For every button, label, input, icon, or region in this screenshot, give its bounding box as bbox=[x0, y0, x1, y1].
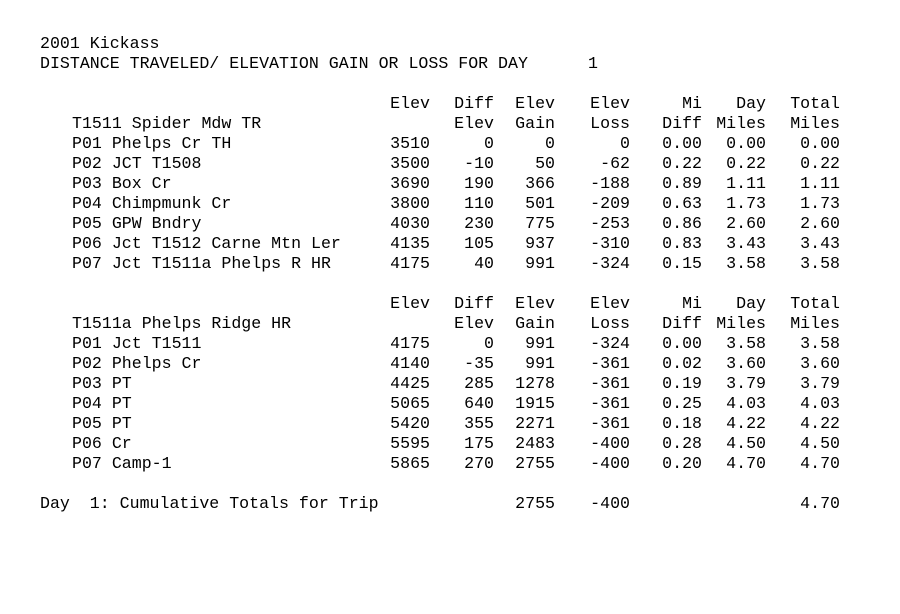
cell-elev-loss: -400 bbox=[590, 434, 630, 453]
cell-total-miles: 3.60 bbox=[800, 354, 840, 373]
cell-mi-diff: 0.00 bbox=[662, 334, 702, 353]
cell-mi-diff: 0.20 bbox=[662, 454, 702, 473]
cell-total-miles: 4.03 bbox=[800, 394, 840, 413]
cell-mi-diff: 0.19 bbox=[662, 374, 702, 393]
cell-day-miles: 4.70 bbox=[726, 454, 766, 473]
cell-elev-loss: -400 bbox=[590, 454, 630, 473]
cell-elev: 4425 bbox=[390, 374, 430, 393]
column-subheader-mi-diff: Diff bbox=[662, 114, 702, 133]
cell-mi-diff: 0.83 bbox=[662, 234, 702, 253]
cell-mi-diff: 0.22 bbox=[662, 154, 702, 173]
cell-elev-loss: -188 bbox=[590, 174, 630, 193]
cell-diff-elev: -10 bbox=[464, 154, 494, 173]
cell-total-miles: 3.58 bbox=[800, 334, 840, 353]
cell-day-miles: 2.60 bbox=[726, 214, 766, 233]
cell-mi-diff: 0.15 bbox=[662, 254, 702, 273]
table-row bbox=[40, 454, 840, 474]
column-header-total-miles: Total bbox=[790, 94, 840, 113]
table-row bbox=[40, 374, 840, 394]
cell-elev: 3800 bbox=[390, 194, 430, 213]
point-name: P03 PT bbox=[72, 374, 132, 393]
point-name: P07 Camp-1 bbox=[72, 454, 172, 473]
cell-elev: 4175 bbox=[390, 334, 430, 353]
cell-day-miles: 0.22 bbox=[726, 154, 766, 173]
cell-diff-elev: 640 bbox=[464, 394, 494, 413]
cell-elev-gain: 501 bbox=[525, 194, 555, 213]
cell-day-miles: 3.58 bbox=[726, 254, 766, 273]
cell-elev-gain: 1278 bbox=[515, 374, 555, 393]
cell-elev-gain: 0 bbox=[545, 134, 555, 153]
point-name: P01 Phelps Cr TH bbox=[72, 134, 232, 153]
cell-mi-diff: 0.89 bbox=[662, 174, 702, 193]
section-title: T1511a Phelps Ridge HR bbox=[72, 314, 292, 333]
footer-total-miles: 4.70 bbox=[800, 494, 840, 513]
cell-elev: 5595 bbox=[390, 434, 430, 453]
cell-elev: 4030 bbox=[390, 214, 430, 233]
point-name: P07 Jct T1511a Phelps R HR bbox=[72, 254, 331, 273]
table-row bbox=[40, 434, 840, 454]
cell-day-miles: 1.73 bbox=[726, 194, 766, 213]
point-name: P06 Cr bbox=[72, 434, 132, 453]
cell-day-miles: 3.58 bbox=[726, 334, 766, 353]
cell-day-miles: 3.43 bbox=[726, 234, 766, 253]
cell-diff-elev: 190 bbox=[464, 174, 494, 193]
cell-diff-elev: 270 bbox=[464, 454, 494, 473]
cell-elev-gain: 937 bbox=[525, 234, 555, 253]
cell-elev-gain: 50 bbox=[535, 154, 555, 173]
cell-elev: 4140 bbox=[390, 354, 430, 373]
cell-elev: 5420 bbox=[390, 414, 430, 433]
column-header-elev-gain: Elev bbox=[515, 94, 555, 113]
cell-total-miles: 3.79 bbox=[800, 374, 840, 393]
column-header-row bbox=[40, 94, 840, 114]
column-subheader-day-miles: Miles bbox=[716, 114, 766, 133]
report-subtitle: DISTANCE TRAVELED/ ELEVATION GAIN OR LOSS FOR DAY bbox=[40, 54, 528, 73]
cell-diff-elev: 0 bbox=[484, 334, 494, 353]
cell-elev-gain: 991 bbox=[525, 354, 555, 373]
column-header-total-miles: Total bbox=[790, 294, 840, 313]
column-header-elev-loss: Elev bbox=[590, 294, 630, 313]
cell-elev-gain: 2483 bbox=[515, 434, 555, 453]
cell-elev-loss: -310 bbox=[590, 234, 630, 253]
table-row bbox=[40, 414, 840, 434]
cell-day-miles: 3.60 bbox=[726, 354, 766, 373]
cell-diff-elev: 40 bbox=[474, 254, 494, 273]
section-title: T1511 Spider Mdw TR bbox=[72, 114, 262, 133]
cell-total-miles: 3.43 bbox=[800, 234, 840, 253]
cell-mi-diff: 0.02 bbox=[662, 354, 702, 373]
cell-diff-elev: 175 bbox=[464, 434, 494, 453]
cell-diff-elev: 105 bbox=[464, 234, 494, 253]
section-header-row bbox=[40, 314, 840, 334]
column-header-elev: Elev bbox=[390, 294, 430, 313]
report-document bbox=[40, 34, 840, 514]
cell-elev: 3510 bbox=[390, 134, 430, 153]
cell-elev: 4135 bbox=[390, 234, 430, 253]
point-name: P02 JCT T1508 bbox=[72, 154, 202, 173]
table-row bbox=[40, 354, 840, 374]
cell-diff-elev: -35 bbox=[464, 354, 494, 373]
column-subheader-elev-gain: Gain bbox=[515, 114, 555, 133]
cell-diff-elev: 355 bbox=[464, 414, 494, 433]
cell-mi-diff: 0.00 bbox=[662, 134, 702, 153]
cell-elev-loss: 0 bbox=[620, 134, 630, 153]
point-name: P01 Jct T1511 bbox=[72, 334, 202, 353]
column-header-elev: Elev bbox=[390, 94, 430, 113]
column-header-row bbox=[40, 294, 840, 314]
cell-day-miles: 1.11 bbox=[726, 174, 766, 193]
cell-total-miles: 4.70 bbox=[800, 454, 840, 473]
cell-elev: 5065 bbox=[390, 394, 430, 413]
cell-total-miles: 3.58 bbox=[800, 254, 840, 273]
cell-diff-elev: 230 bbox=[464, 214, 494, 233]
column-header-diff-elev: Diff bbox=[454, 94, 494, 113]
cell-elev-loss: -253 bbox=[590, 214, 630, 233]
table-row bbox=[40, 214, 840, 234]
column-header-day-miles: Day bbox=[736, 294, 766, 313]
cell-elev: 3690 bbox=[390, 174, 430, 193]
point-name: P05 GPW Bndry bbox=[72, 214, 202, 233]
column-subheader-diff-elev: Elev bbox=[454, 314, 494, 333]
cell-day-miles: 4.22 bbox=[726, 414, 766, 433]
footer-loss: -400 bbox=[590, 494, 630, 513]
cell-mi-diff: 0.63 bbox=[662, 194, 702, 213]
table-row bbox=[40, 234, 840, 254]
cell-elev-gain: 991 bbox=[525, 254, 555, 273]
cell-elev-gain: 991 bbox=[525, 334, 555, 353]
cell-day-miles: 4.03 bbox=[726, 394, 766, 413]
column-header-mi-diff: Mi bbox=[682, 294, 702, 313]
cell-elev-gain: 2271 bbox=[515, 414, 555, 433]
point-name: P04 Chimpmunk Cr bbox=[72, 194, 232, 213]
report-sections bbox=[40, 94, 840, 494]
cell-elev-loss: -62 bbox=[600, 154, 630, 173]
footer-label: Day 1: Cumulative Totals for Trip bbox=[40, 494, 379, 513]
point-name: P06 Jct T1512 Carne Mtn Ler bbox=[72, 234, 341, 253]
column-header-mi-diff: Mi bbox=[682, 94, 702, 113]
report-title: 2001 Kickass bbox=[40, 34, 160, 53]
cell-diff-elev: 285 bbox=[464, 374, 494, 393]
cell-diff-elev: 110 bbox=[464, 194, 494, 213]
cell-elev-gain: 366 bbox=[525, 174, 555, 193]
table-row bbox=[40, 194, 840, 214]
report-day-number: 1 bbox=[588, 54, 598, 73]
cell-day-miles: 4.50 bbox=[726, 434, 766, 453]
cell-mi-diff: 0.86 bbox=[662, 214, 702, 233]
report-subtitle-line bbox=[40, 54, 598, 74]
point-name: P05 PT bbox=[72, 414, 132, 433]
cell-elev-loss: -209 bbox=[590, 194, 630, 213]
cell-total-miles: 0.22 bbox=[800, 154, 840, 173]
cell-elev-loss: -361 bbox=[590, 354, 630, 373]
point-name: P04 PT bbox=[72, 394, 132, 413]
column-header-day-miles: Day bbox=[736, 94, 766, 113]
footer-gain: 2755 bbox=[515, 494, 555, 513]
cell-total-miles: 2.60 bbox=[800, 214, 840, 233]
column-header-diff-elev: Diff bbox=[454, 294, 494, 313]
table-row bbox=[40, 394, 840, 414]
column-subheader-elev-loss: Loss bbox=[590, 114, 630, 133]
cell-mi-diff: 0.18 bbox=[662, 414, 702, 433]
cell-elev-loss: -324 bbox=[590, 334, 630, 353]
cell-elev-loss: -361 bbox=[590, 414, 630, 433]
table-row bbox=[40, 154, 840, 174]
column-subheader-elev-gain: Gain bbox=[515, 314, 555, 333]
cell-elev: 5865 bbox=[390, 454, 430, 473]
cell-elev-loss: -361 bbox=[590, 394, 630, 413]
cell-diff-elev: 0 bbox=[484, 134, 494, 153]
column-subheader-diff-elev: Elev bbox=[454, 114, 494, 133]
table-row bbox=[40, 254, 840, 274]
cell-total-miles: 4.22 bbox=[800, 414, 840, 433]
column-subheader-elev-loss: Loss bbox=[590, 314, 630, 333]
cell-elev-gain: 775 bbox=[525, 214, 555, 233]
point-name: P02 Phelps Cr bbox=[72, 354, 202, 373]
column-header-elev-loss: Elev bbox=[590, 94, 630, 113]
cell-elev: 4175 bbox=[390, 254, 430, 273]
cell-elev-gain: 2755 bbox=[515, 454, 555, 473]
cell-elev-loss: -324 bbox=[590, 254, 630, 273]
cell-day-miles: 0.00 bbox=[726, 134, 766, 153]
cell-total-miles: 1.11 bbox=[800, 174, 840, 193]
report-footer bbox=[40, 494, 840, 514]
column-subheader-day-miles: Miles bbox=[716, 314, 766, 333]
cell-mi-diff: 0.28 bbox=[662, 434, 702, 453]
section-header-row bbox=[40, 114, 840, 134]
table-row bbox=[40, 334, 840, 354]
column-header-elev-gain: Elev bbox=[515, 294, 555, 313]
column-subheader-mi-diff: Diff bbox=[662, 314, 702, 333]
table-row bbox=[40, 134, 840, 154]
cell-total-miles: 4.50 bbox=[800, 434, 840, 453]
cell-elev: 3500 bbox=[390, 154, 430, 173]
cell-mi-diff: 0.25 bbox=[662, 394, 702, 413]
cell-elev-loss: -361 bbox=[590, 374, 630, 393]
column-subheader-total-miles: Miles bbox=[790, 314, 840, 333]
cell-day-miles: 3.79 bbox=[726, 374, 766, 393]
cell-elev-gain: 1915 bbox=[515, 394, 555, 413]
table-row bbox=[40, 174, 840, 194]
cell-total-miles: 1.73 bbox=[800, 194, 840, 213]
cell-total-miles: 0.00 bbox=[800, 134, 840, 153]
column-subheader-total-miles: Miles bbox=[790, 114, 840, 133]
point-name: P03 Box Cr bbox=[72, 174, 172, 193]
